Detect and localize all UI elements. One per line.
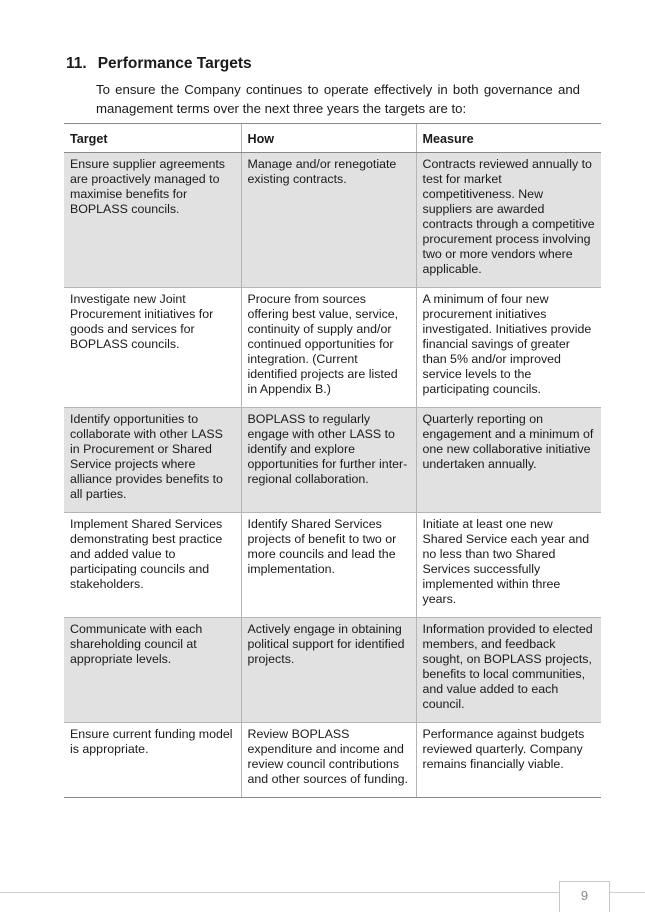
how-cell: Actively engage in obtaining political support for identified projects.: [241, 618, 416, 723]
table-row: [64, 723, 601, 798]
target-cell: Ensure supplier agreements are proactively managed to maximise benefits for BOPLASS councils.: [64, 153, 241, 288]
header-how: How: [241, 124, 416, 153]
footer-divider: [0, 892, 645, 893]
table-row: [64, 408, 601, 513]
performance-targets-table: [64, 123, 601, 798]
intro-paragraph: To ensure the Company continues to operate effectively in both governance and management terms over the next three years the targets are to:: [96, 82, 580, 116]
header-measure: Measure: [416, 124, 601, 153]
target-cell: Ensure current funding model is appropriate.: [64, 723, 241, 798]
how-cell: BOPLASS to regularly engage with other LASS to identify and explore opportunities for further inter-regional collaboration.: [241, 408, 416, 513]
target-cell: Implement Shared Services demonstrating best practice and added value to participating councils and stakeholders.: [64, 513, 241, 618]
section-title: Performance Targets: [97, 55, 252, 72]
how-cell: Procure from sources offering best value, service, continuity of supply and/or continued opportunities for integration. (Current identified projects are listed in Appendix B.): [241, 288, 416, 408]
table-row: [64, 618, 601, 723]
table-row: [64, 153, 601, 288]
how-cell: Manage and/or renegotiate existing contracts.: [241, 153, 416, 288]
measure-cell: Initiate at least one new Shared Service each year and no less than two Shared Services successfully implemented within three years.: [416, 513, 601, 618]
target-cell: Communicate with each shareholding council at appropriate levels.: [64, 618, 241, 723]
target-cell: Investigate new Joint Procurement initiatives for goods and services for BOPLASS councils.: [64, 288, 241, 408]
table-row: [64, 513, 601, 618]
measure-cell: A minimum of four new procurement initiatives investigated. Initiatives provide financial savings of greater than 5% and/or improved service levels to the participating councils.: [416, 288, 601, 408]
section-number: 11.: [66, 55, 87, 72]
target-cell: Identify opportunities to collaborate with other LASS in Procurement or Shared Service projects where alliance provides benefits to all parties.: [64, 408, 241, 513]
how-cell: Review BOPLASS expenditure and income and review council contributions and other sources of funding.: [241, 723, 416, 798]
measure-cell: Quarterly reporting on engagement and a minimum of one new collaborative initiative undertaken annually.: [416, 408, 601, 513]
table-header-row: [64, 124, 601, 153]
measure-cell: Information provided to elected members, and feedback sought, on BOPLASS projects, benefits to local communities, and value added to each council.: [416, 618, 601, 723]
section-heading: [66, 55, 252, 73]
header-target: Target: [64, 124, 241, 153]
table-row: [64, 288, 601, 408]
measure-cell: Contracts reviewed annually to test for market competitiveness. New suppliers are awarded contracts through a competitive procurement process involving two or more vendors where applicable.: [416, 153, 601, 288]
page-number: 9: [559, 881, 610, 912]
how-cell: Identify Shared Services projects of benefit to two or more councils and lead the implementation.: [241, 513, 416, 618]
measure-cell: Performance against budgets reviewed quarterly. Company remains financially viable.: [416, 723, 601, 798]
